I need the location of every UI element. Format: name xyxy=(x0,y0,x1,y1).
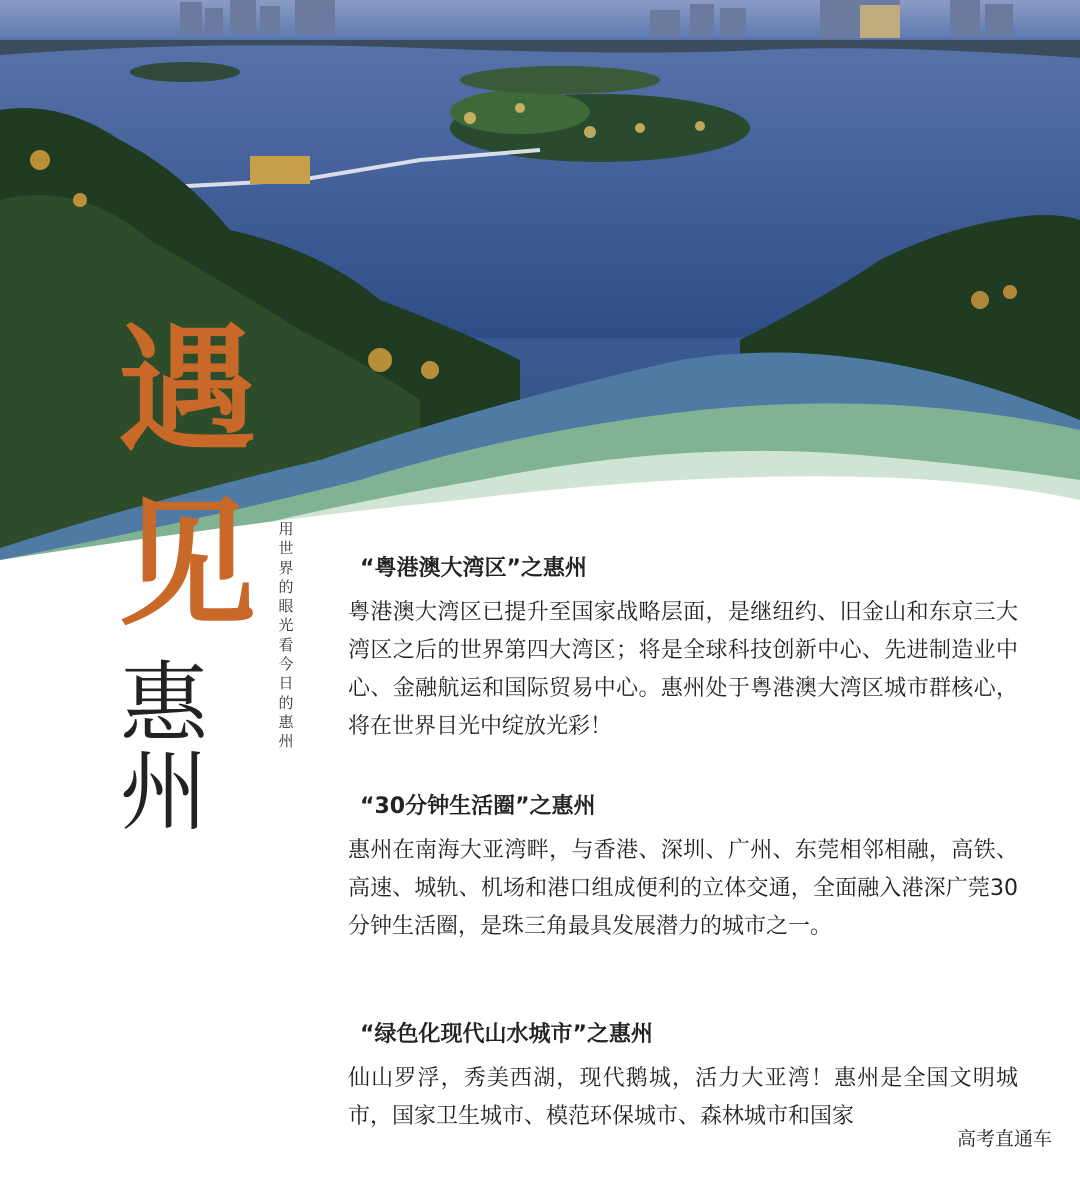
section-body: 惠州在南海大亚湾畔，与香港、深圳、广州、东莞相邻相融，高铁、高速、城轨、机场和港口组成便利的立体交通，全面融入港深广莞30分钟生活圈，是珠三角最具发展潜力的城市之一。 xyxy=(348,838,1018,939)
section-green-city xyxy=(348,1016,1018,1136)
vertical-tagline: 用世界的眼光看今日的惠州 xyxy=(278,520,294,751)
city-name: 惠州 xyxy=(120,652,217,843)
section-body: 仙山罗浮，秀美西湖，现代鹅城，活力大亚湾！惠州是全国文明城市，国家卫生城市、模范环保城市、森林城市和国家 xyxy=(348,1066,1018,1129)
section-bay-area xyxy=(348,550,1018,746)
title-char-1: 遇 xyxy=(118,310,257,471)
section-heading: “绿色化现代山水城市”之惠州 xyxy=(360,1022,653,1047)
title-char-2: 见 xyxy=(118,484,257,645)
section-body: 粤港澳大湾区已提升至国家战略层面，是继纽约、旧金山和东京三大湾区之后的世界第四大湾区；将是全球科技创新中心、先进制造业中心、金融航运和国际贸易中心。惠州处于粤港澳大湾区城市群核心，将在世界目光中绽放光彩！ xyxy=(348,600,1018,739)
watermark: 高考直通车 xyxy=(956,1128,1052,1150)
title-block xyxy=(0,0,300,843)
section-heading: “30分钟生活圈”之惠州 xyxy=(360,794,596,819)
section-30min-circle xyxy=(348,788,1018,946)
section-heading: “粤港澳大湾区”之惠州 xyxy=(360,556,587,581)
